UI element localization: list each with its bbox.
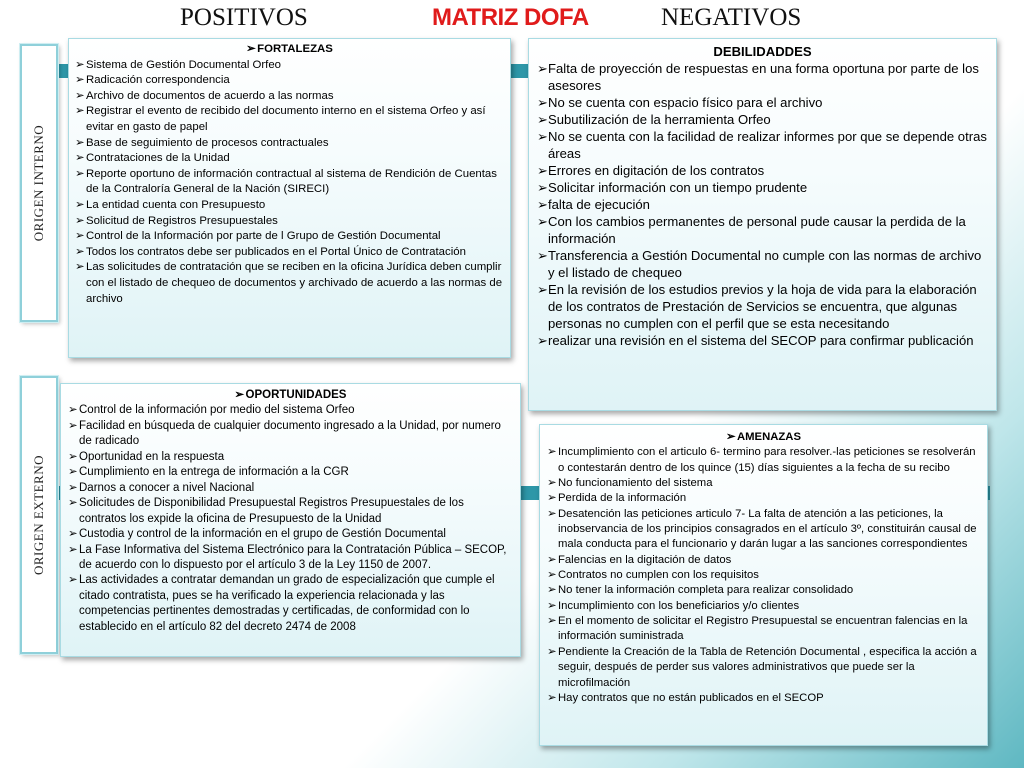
oportunidad-item: ➢ Control de la información por medio del sistema Orfeo xyxy=(68,403,513,418)
oportunidad-item: ➢ Darnos a conocer a nivel Nacional xyxy=(68,481,513,496)
amenaza-item: ➢ Falencias en la digitación de datos xyxy=(547,553,980,568)
amenaza-item: ➢ Pendiente la Creación de la Tabla de Retención Documental , especifica la acción a seguir, después de perder sus valores administrativos que puede ser la microfilmación xyxy=(547,645,980,691)
debilidad-item: ➢ Falta de proyección de respuestas en una forma oportuna por parte de los asesores xyxy=(537,60,988,94)
page-title: MATRIZ DOFA xyxy=(432,4,589,31)
fortalezas-box xyxy=(68,38,511,358)
oportunidad-item: ➢ Las actividades a contratar demandan un grado de especialización que cumple el citado contratista, pues se ha verificado la experiencia relacionada y las competencias pertinentes demostradas y certificadas, de conformidad con lo establecido en el artículo 82 del decreto 2474 de 2008 xyxy=(68,573,513,635)
amenaza-item: ➢ Perdida de la información xyxy=(547,491,980,506)
fortaleza-item: ➢ Contrataciones de la Unidad xyxy=(75,151,504,167)
debilidad-item: ➢ No se cuenta con espacio físico para el archivo xyxy=(537,94,988,111)
amenaza-item: ➢ Incumplimiento con los beneficiarios y/o clientes xyxy=(547,599,980,614)
fortaleza-item: ➢ Base de seguimiento de procesos contractuales xyxy=(75,136,504,152)
amenazas-title: ➢ AMENAZAS xyxy=(726,430,801,445)
fortaleza-item: ➢ Archivo de documentos de acuerdo a las normas xyxy=(75,89,504,105)
oportunidad-item: ➢ La Fase Informativa del Sistema Electrónico para la Contratación Pública – SECOP, de acuerdo con lo dispuesto por el artículo 3 de la Ley 1150 de 2007. xyxy=(68,543,513,574)
oportunidad-item: ➢ Oportunidad en la respuesta xyxy=(68,450,513,465)
oportunidad-item: ➢ Cumplimiento en la entrega de información a la CGR xyxy=(68,465,513,480)
debilidad-item: ➢ realizar una revisión en el sistema del SECOP para confirmar publicación xyxy=(537,332,988,349)
origen-interno-label: ORIGEN INTERNO xyxy=(20,44,58,322)
positivos-heading: POSITIVOS xyxy=(180,4,308,31)
fortaleza-item: ➢ Solicitud de Registros Presupuestales xyxy=(75,214,504,230)
amenaza-item: ➢ Hay contratos que no están publicados en el SECOP xyxy=(547,691,980,706)
debilidad-item: ➢ Con los cambios permanentes de personal pude causar la perdida de la información xyxy=(537,213,988,247)
debilidad-item: ➢ Subutilización de la herramienta Orfeo xyxy=(537,111,988,128)
fortaleza-item: ➢ Control de la Información por parte de l Grupo de Gestión Documental xyxy=(75,229,504,245)
amenaza-item: ➢ No funcionamiento del sistema xyxy=(547,476,980,491)
oportunidad-item: ➢ Solicitudes de Disponibilidad Presupuestal Registros Presupuestales de los contratos los expide la oficina de Presupuesto de la Unidad xyxy=(68,496,513,527)
fortalezas-title: ➢ FORTALEZAS xyxy=(246,42,333,58)
oportunidad-item: ➢ Custodia y control de la información en el grupo de Gestión Documental xyxy=(68,527,513,542)
debilidad-item: ➢ falta de ejecución xyxy=(537,196,988,213)
amenaza-item: ➢ Incumplimiento con el articulo 6- termino para resolver.-las peticiones se resolverán o contestarán dentro de los quince (15) días siguientes a la fecha de su recibo xyxy=(547,445,980,476)
debilidades-box xyxy=(528,38,997,411)
debilidad-item: ➢ No se cuenta con la facilidad de realizar informes por que se depende otras áreas xyxy=(537,128,988,162)
amenaza-item: ➢ No tener la información completa para realizar consolidado xyxy=(547,583,980,598)
amenaza-item: ➢ Desatención las peticiones articulo 7- La falta de atención a las peticiones, la inobservancia de los principios consagrados en el artículo 3º, constituirán causal de mala conducta para el funcionario y darán lugar a las sanciones correspondientes xyxy=(547,507,980,553)
oportunidades-box xyxy=(60,383,521,657)
fortaleza-item: ➢ Reporte oportuno de información contractual al sistema de Rendición de Cuentas de la Contraloría General de la Nación (SIRECI) xyxy=(75,167,504,198)
negativos-heading: NEGATIVOS xyxy=(661,4,802,31)
amenaza-item: ➢ En el momento de solicitar el Registro Presupuestal se encuentran falencias en la información suministrada xyxy=(547,614,980,645)
fortaleza-item: ➢ Registrar el evento de recibido del documento interno en el sistema Orfeo y así evitar en gasto de papel xyxy=(75,104,504,135)
debilidad-item: ➢ Solicitar información con un tiempo prudente xyxy=(537,179,988,196)
debilidad-item: ➢ Errores en digitación de los contratos xyxy=(537,162,988,179)
debilidad-item: ➢ En la revisión de los estudios previos y la hoja de vida para la elaboración de los contratos de Prestación de Servicios se encuentra, que algunas personas no cumplen con el perfil que se esta necesitando xyxy=(537,281,988,332)
fortaleza-item: ➢ La entidad cuenta con Presupuesto xyxy=(75,198,504,214)
fortaleza-item: ➢ Todos los contratos debe ser publicados en el Portal Único de Contratación xyxy=(75,245,504,261)
debilidad-item: ➢ Transferencia a Gestión Documental no cumple con las normas de archivo y el listado de chequeo xyxy=(537,247,988,281)
origen-externo-label: ORIGEN EXTERNO xyxy=(20,376,58,654)
amenazas-box xyxy=(539,424,988,746)
fortaleza-item: ➢ Radicación correspondencia xyxy=(75,73,504,89)
debilidades-title: DEBILIDADDES xyxy=(713,44,812,59)
oportunidades-title: ➢ OPORTUNIDADES xyxy=(235,388,347,403)
fortaleza-item: ➢ Sistema de Gestión Documental Orfeo xyxy=(75,58,504,74)
amenaza-item: ➢ Contratos no cumplen con los requisitos xyxy=(547,568,980,583)
fortaleza-item: ➢ Las solicitudes de contratación que se reciben en la oficina Jurídica deben cumplir con el listado de chequeo de documentos y archivado de acuerdo a las normas de archivo xyxy=(75,260,504,307)
oportunidad-item: ➢ Facilidad en búsqueda de cualquier documento ingresado a la Unidad, por numero de radicado xyxy=(68,419,513,450)
